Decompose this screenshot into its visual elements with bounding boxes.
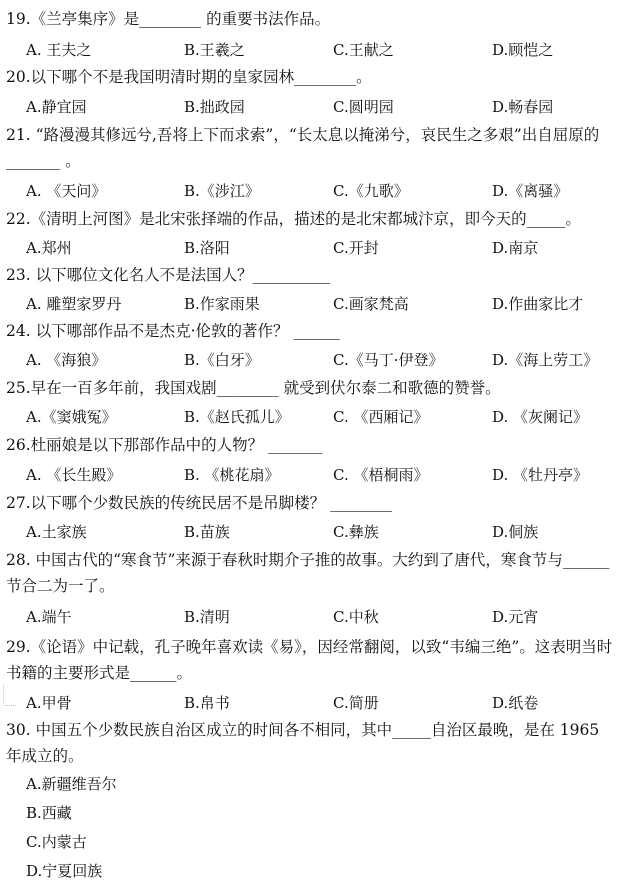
question-27-options [0,521,623,543]
q28-option-a: A.端午 [26,608,72,626]
q26-option-c: C. 《梧桐雨》 [333,466,429,484]
question-30-stem: 30. 中国五个少数民族自治区成立的时间各不相同，其中_____自治区最晚，是在 1965 年成立的。 [6,721,600,765]
q24-option-b: B.《白牙》 [184,351,260,369]
q27-option-a: A.土家族 [26,523,87,541]
question-23-stem: 23. 以下哪位文化名人不是法国人？__________ [6,266,331,284]
question-24-stem: 24. 以下哪部作品不是杰克·伦敦的著作？ ______ [6,322,340,340]
question-27-stem: 27.以下哪个少数民族的传统民居不是吊脚楼？ ________ [6,494,393,512]
q20-option-d: D.畅春园 [492,98,554,116]
q20-option-c: C.圆明园 [333,98,394,116]
q27-option-c: C.彝族 [333,523,379,541]
q23-option-a: A. 雕塑家罗丹 [26,295,122,313]
question-22-options [0,237,623,259]
q22-option-c: C.开封 [333,239,379,257]
q21-option-a: A. 《天问》 [26,182,107,200]
question-20-stem: 20.以下哪个不是我国明清时期的皇家园林________。 [6,68,372,86]
q25-option-d: D. 《灰阑记》 [492,408,589,426]
question-28-stem: 28. 中国古代的“寒食节”来源于春秋时期介子推的故事。大约到了唐代，寒食节与______节合二为一了。 [6,551,610,595]
q28-option-b: B.清明 [184,608,230,626]
q21-option-c: C.《九歌》 [333,182,409,200]
q30-option-a: A.新疆维吾尔 [26,775,117,793]
q19-option-b: B.王羲之 [184,41,245,59]
q29-option-b: B.帛书 [184,694,230,712]
question-24-options [0,349,623,371]
q23-option-c: C.画家梵高 [333,295,409,313]
q25-option-c: C. 《西厢记》 [333,408,429,426]
question-25-options [0,406,623,428]
question-21-stem: 21. “路漫漫其修远兮,吾将上下而求索”，“长太息以掩涕兮，哀民生之多艰”出自屈原的_______ 。 [6,126,600,170]
question-29-stem: 29.《论语》中记载，孔子晚年喜欢读《易》，因经常翻阅，以致“韦编三绝”。这表明当时书籍的主要形式是______。 [6,638,613,682]
q21-option-d: D.《离骚》 [492,182,569,200]
q24-option-d: D.《海上劳工》 [492,351,599,369]
question-29-options [0,692,623,714]
q22-option-b: B.洛阳 [184,239,230,257]
question-28-options [0,606,623,628]
question-25-stem: 25.早在一百多年前，我国戏剧________ 就受到伏尔泰二和歌德的赞誉。 [6,379,501,397]
question-30-options [26,770,117,886]
q24-option-a: A. 《海狼》 [26,351,107,369]
q23-option-b: B.作家雨果 [184,295,260,313]
q22-option-d: D.南京 [492,239,539,257]
q28-option-d: D.元宵 [492,608,539,626]
q19-option-a: A. 王夫之 [26,41,92,59]
question-23-options [0,293,623,315]
q28-option-c: C.中秋 [333,608,379,626]
q26-option-a: A. 《长生殿》 [26,466,122,484]
q26-option-d: D. 《牡丹亭》 [492,466,589,484]
q19-option-c: C.王献之 [333,41,394,59]
q25-option-a: A.《窦娥冤》 [26,408,117,426]
question-22-stem: 22.《清明上河图》是北宋张择端的作品，描述的是北宋都城汴京，即今天的_____。 [6,210,581,228]
q30-option-b: B.西藏 [26,804,72,822]
q24-option-c: C.《马丁·伊登》 [333,351,444,369]
q25-option-b: B.《赵氏孤儿》 [184,408,290,426]
question-26-options [0,464,623,486]
q30-option-d: D.宁夏回族 [26,862,103,880]
q21-option-b: B.《涉江》 [184,182,260,200]
q20-option-b: B.拙政园 [184,98,245,116]
question-21-options [0,180,623,202]
question-19-stem: 19.《兰亭集序》是________ 的重要书法作品。 [6,10,331,28]
q26-option-b: B. 《桃花扇》 [184,466,280,484]
q29-option-a: A.甲骨 [26,694,72,712]
q29-option-c: C.简册 [333,694,379,712]
q23-option-d: D.作曲家比才 [492,295,584,313]
q27-option-d: D.侗族 [492,523,539,541]
q30-option-c: C.内蒙古 [26,833,87,851]
question-26-stem: 26.杜丽娘是以下那部作品中的人物？ _______ [6,436,323,454]
q29-option-d: D.纸卷 [492,694,539,712]
q27-option-b: B.苗族 [184,523,230,541]
q22-option-a: A.郑州 [26,239,72,257]
question-19-options [0,39,623,61]
question-20-options [0,96,623,118]
q19-option-d: D.顾恺之 [492,41,554,59]
q20-option-a: A.静宜园 [26,98,87,116]
